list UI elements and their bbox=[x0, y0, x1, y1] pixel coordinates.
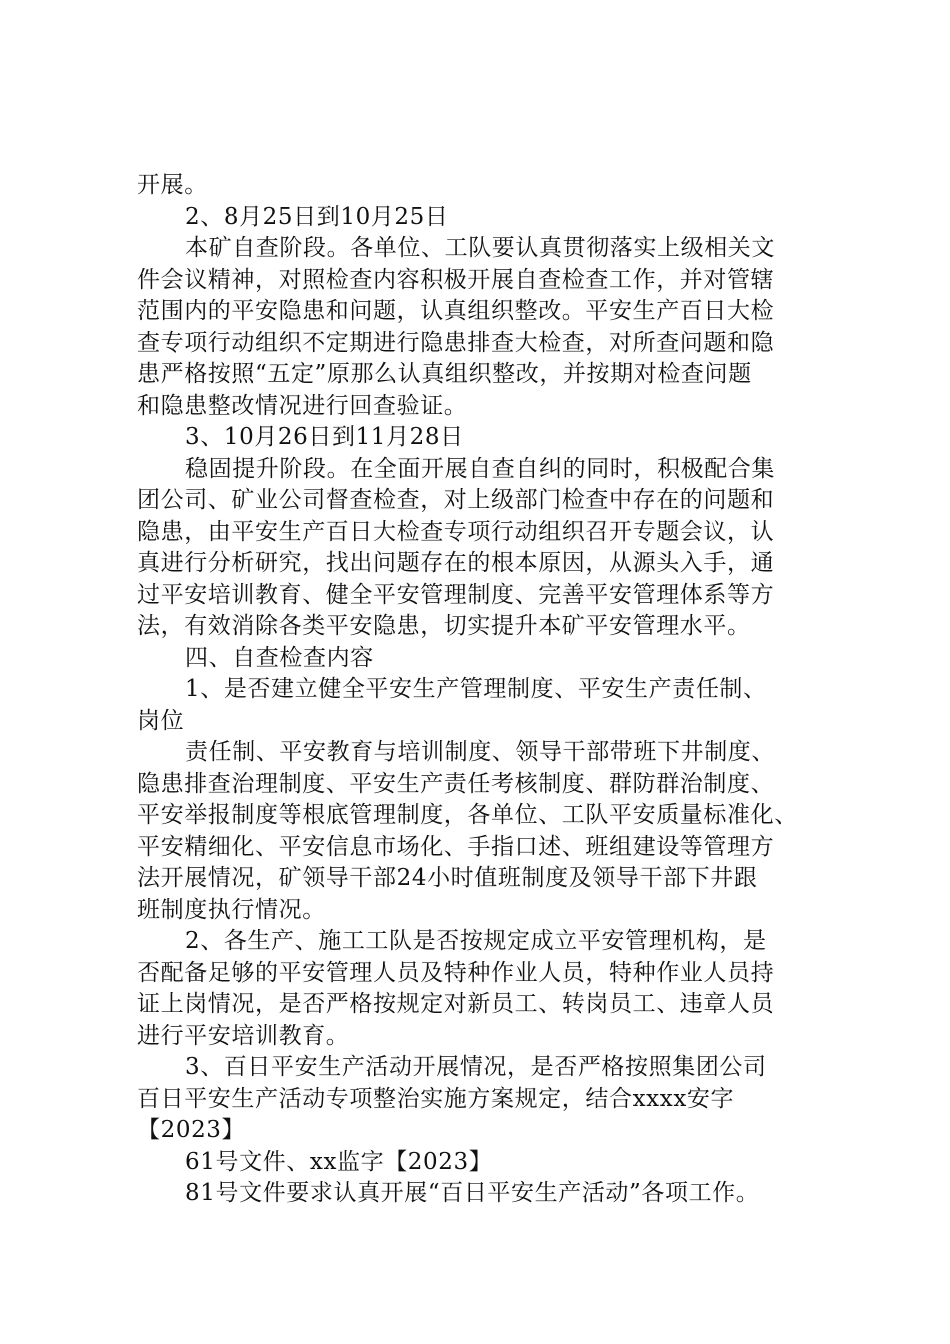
text-line: 岗位 bbox=[137, 707, 185, 734]
text-line: 3、10月26日到11月28日 bbox=[185, 424, 464, 450]
text-line: 和隐患整改情况进行回查验证。 bbox=[137, 392, 468, 419]
text-line: 61号文件、xx监字【2023】 bbox=[185, 1148, 493, 1175]
text-line: 团公司、矿业公司督查检查，对上级部门检查中存在的问题和 bbox=[137, 487, 775, 513]
text-line: 否配备足够的平安管理人员及特种作业人员，特种作业人员持 bbox=[137, 959, 775, 986]
text-line: 责任制、平安教育与培训制度、领导干部带班下井制度、 bbox=[185, 739, 775, 765]
text-line: 隐患，由平安生产百日大检查专项行动组织召开专题会议，认 bbox=[137, 518, 775, 545]
text-line: 隐患排查治理制度、平安生产责任考核制度、群防群治制度、 bbox=[137, 770, 775, 797]
text-line: 百日平安生产活动专项整治实施方案规定，结合xxxx安字 bbox=[137, 1085, 735, 1112]
text-line: 范围内的平安隐患和问题，认真组织整改。平安生产百日大检 bbox=[137, 298, 775, 324]
text-line: 件会议精神，对照检查内容积极开展自查检查工作，并对管辖 bbox=[137, 266, 775, 293]
text-line: 3、百日平安生产活动开展情况，是否严格按照集团公司 bbox=[185, 1054, 767, 1080]
text-line: 稳固提升阶段。在全面开展自查自纠的同时，积极配合集 bbox=[185, 455, 775, 482]
text-line: 1、是否建立健全平安生产管理制度、平安生产责任制、 bbox=[185, 676, 767, 702]
text-line: 【2023】 bbox=[137, 1117, 246, 1143]
text-line: 患严格按照“五定”原那么认真组织整改，并按期对检查问题 bbox=[137, 361, 752, 387]
text-line: 开展。 bbox=[137, 172, 208, 198]
text-line: 2、各生产、施工工队是否按规定成立平安管理机构，是 bbox=[185, 928, 767, 954]
text-line: 真进行分析研究，找出问题存在的根本原因，从源头入手，通 bbox=[137, 550, 775, 576]
text-line: 平安精细化、平安信息市场化、手指口述、班组建设等管理方 bbox=[137, 833, 775, 860]
section-heading: 四、自查检查内容 bbox=[185, 644, 374, 671]
text-line: 班制度执行情况。 bbox=[137, 896, 326, 923]
text-line: 81号文件要求认真开展“百日平安生产活动”各项工作。 bbox=[185, 1180, 760, 1206]
text-line: 平安举报制度等根底管理制度，各单位、工队平安质量标准化、 bbox=[137, 802, 798, 828]
text-line: 查专项行动组织不定期进行隐患排查大检查，对所查问题和隐 bbox=[137, 329, 775, 356]
text-line: 2、8月25日到10月25日 bbox=[185, 203, 449, 230]
text-line: 法开展情况，矿领导干部24小时值班制度及领导干部下井跟 bbox=[137, 865, 758, 891]
document-body bbox=[137, 170, 840, 1210]
text-line: 证上岗情况，是否严格按规定对新员工、转岗员工、违章人员 bbox=[137, 991, 775, 1017]
text-line: 法，有效消除各类平安隐患，切实提升本矿平安管理水平。 bbox=[137, 613, 751, 639]
text-line: 本矿自查阶段。各单位、工队要认真贯彻落实上级相关文 bbox=[185, 235, 775, 261]
text-line: 进行平安培训教育。 bbox=[137, 1022, 350, 1049]
text-line: 过平安培训教育、健全平安管理制度、完善平安管理体系等方 bbox=[137, 581, 775, 608]
